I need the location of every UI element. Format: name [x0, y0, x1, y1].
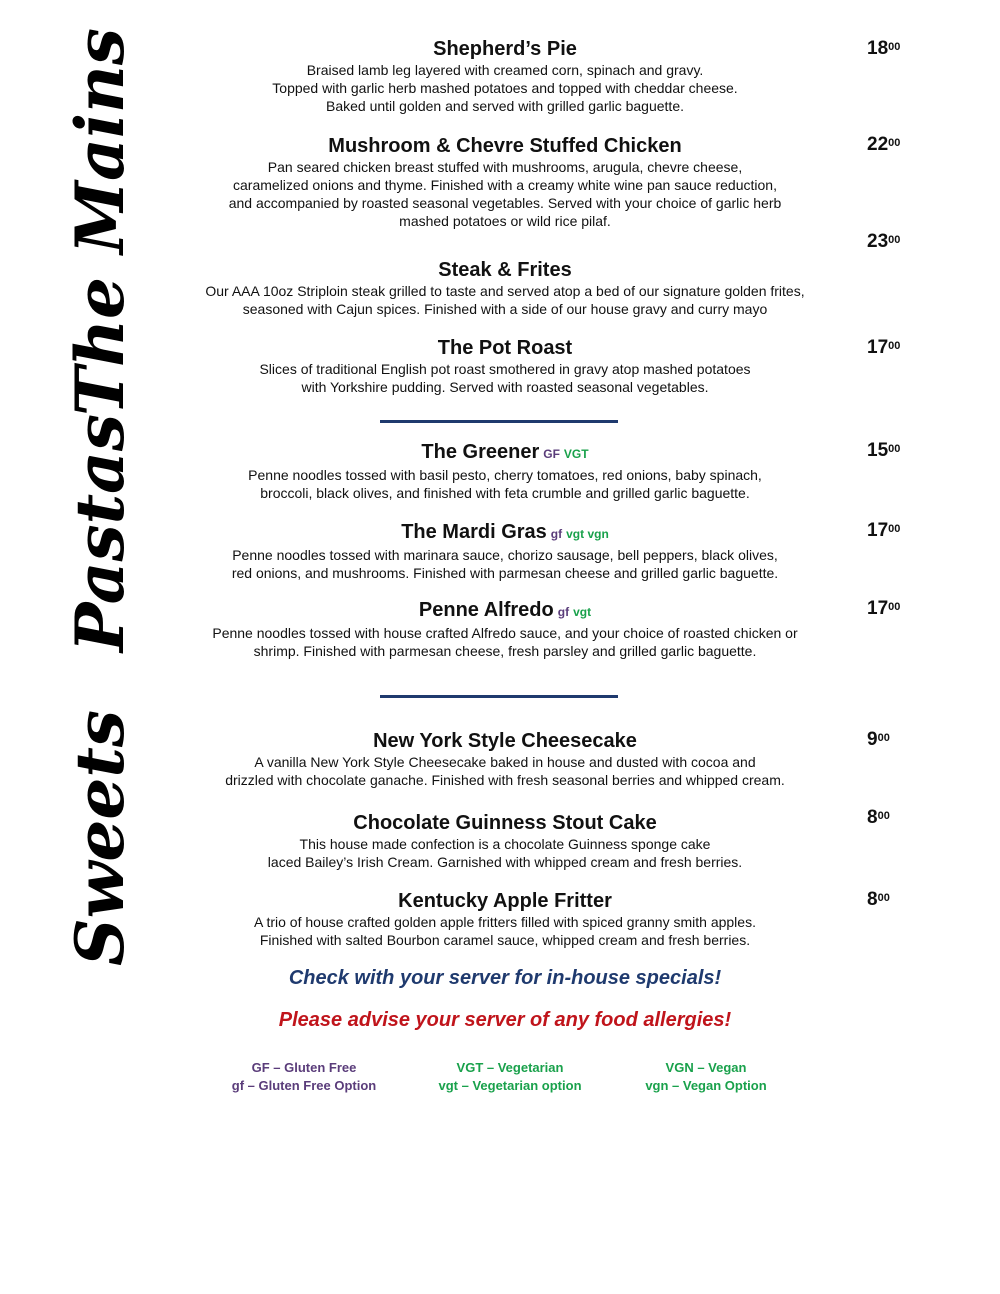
menu-item-stout-cake — [160, 811, 850, 871]
item-price — [867, 889, 890, 911]
legend-vegetarian — [410, 1059, 610, 1095]
description-line: Our AAA 10oz Striploin steak grilled to taste and served atop a bed of our signature golden frites, — [205, 283, 805, 299]
price-cents: 00 — [888, 443, 901, 455]
description-line: Slices of traditional English pot roast smothered in gravy atop mashed potatoes — [259, 361, 751, 377]
description-line: Penne noodles tossed with house crafted Alfredo sauce, and your choice of roasted chicken or — [212, 625, 798, 641]
price-dollars: 8 — [867, 889, 878, 910]
description-line: Pan seared chicken breast stuffed with mushrooms, arugula, chevre cheese, — [267, 159, 743, 175]
description-line: caramelized onions and thyme. Finished with a creamy white wine pan sauce reduction, — [233, 177, 777, 193]
item-price — [867, 807, 890, 829]
item-name: Chocolate Guinness Stout Cake — [353, 812, 657, 834]
description-line: Penne noodles tossed with basil pesto, cherry tomatoes, red onions, baby spinach, — [248, 467, 762, 483]
menu-item-pot-roast — [160, 336, 850, 396]
tag-vegetarian: VGT — [563, 447, 589, 461]
legend-line: VGN – Vegan — [665, 1060, 747, 1075]
section-divider — [380, 695, 618, 698]
price-dollars: 8 — [867, 807, 878, 828]
item-name: Shepherd’s Pie — [433, 38, 577, 60]
price-cents: 00 — [877, 810, 890, 822]
description-line: red onions, and mushrooms. Finished with parmesan cheese and grilled garlic baguette. — [231, 565, 779, 581]
item-price — [867, 38, 900, 60]
price-cents: 00 — [877, 732, 890, 744]
legend-line: vgn – Vegan Option — [645, 1078, 767, 1093]
item-description — [160, 466, 850, 502]
item-name: The Pot Roast — [437, 337, 573, 359]
menu-item-steak-frites — [160, 258, 850, 318]
section-label-pastas: Pastas — [61, 413, 139, 653]
price-dollars: 17 — [867, 598, 889, 619]
tag-gluten-free: GF — [543, 447, 560, 461]
description-line: laced Bailey’s Irish Cream. Garnished with whipped cream and fresh berries. — [267, 854, 743, 870]
item-description — [160, 753, 850, 789]
description-line: Penne noodles tossed with marinara sauce, chorizo sausage, bell peppers, black olives, — [232, 547, 778, 563]
item-name: New York Style Cheesecake — [373, 730, 637, 752]
tag-gluten-free: gf — [550, 527, 563, 541]
price-cents: 00 — [888, 41, 901, 53]
item-description — [160, 835, 850, 871]
price-cents: 00 — [888, 137, 901, 149]
price-dollars: 9 — [867, 729, 878, 750]
tag-vegetarian: vgt — [573, 605, 592, 619]
description-line: Finished with salted Bourbon caramel sauce, whipped cream and fresh berries. — [259, 932, 751, 948]
description-line: Topped with garlic herb mashed potatoes and topped with cheddar cheese. — [272, 80, 738, 96]
description-line: A trio of house crafted golden apple fritters filled with spiced granny smith apples. — [254, 914, 756, 930]
item-description — [160, 61, 850, 115]
section-divider — [380, 420, 618, 423]
menu-item-cheesecake — [160, 729, 850, 789]
item-price — [867, 440, 900, 462]
description-line: A vanilla New York Style Cheesecake baked in house and dusted with cocoa and — [254, 754, 756, 770]
item-name — [160, 520, 850, 546]
description-line: drizzled with chocolate ganache. Finished with fresh seasonal berries and whipped cream. — [225, 772, 785, 788]
legend-vegan — [606, 1059, 806, 1095]
specials-notice: Check with your server for in-house specials! — [288, 967, 722, 989]
item-description — [160, 158, 850, 230]
section-label-sweets: Sweets — [61, 709, 139, 967]
price-dollars: 17 — [867, 520, 889, 541]
legend-line: gf – Gluten Free Option — [231, 1078, 377, 1093]
item-price — [867, 337, 900, 359]
price-cents: 00 — [888, 601, 901, 613]
item-description — [160, 546, 850, 582]
legend-gluten-free — [204, 1059, 404, 1095]
price-dollars: 22 — [867, 134, 889, 155]
item-name-text: Penne Alfredo — [418, 599, 554, 621]
item-price — [867, 231, 900, 253]
item-description — [160, 360, 850, 396]
price-dollars: 18 — [867, 38, 889, 59]
menu-item-penne-alfredo — [160, 598, 850, 660]
menu-item-apple-fritter — [160, 889, 850, 949]
price-cents: 00 — [888, 523, 901, 535]
menu-item-shepherds-pie — [160, 37, 850, 115]
item-price — [867, 520, 900, 542]
item-name: Mushroom & Chevre Stuffed Chicken — [328, 135, 682, 157]
item-name-text: The Greener — [421, 441, 540, 463]
legend-line: VGT – Vegetarian — [456, 1060, 564, 1075]
description-line: with Yorkshire pudding. Served with roasted seasonal vegetables. — [301, 379, 709, 395]
description-line: This house made confection is a chocolate Guinness sponge cake — [299, 836, 711, 852]
menu-item-mardi-gras — [160, 520, 850, 582]
menu-item-the-greener — [160, 440, 850, 502]
description-line: seasoned with Cajun spices. Finished with a side of our house gravy and curry mayo — [242, 301, 768, 317]
description-line: Baked until golden and served with grilled garlic baguette. — [325, 98, 684, 114]
legend-line: vgt – Vegetarian option — [438, 1078, 582, 1093]
item-price — [867, 134, 900, 156]
item-name-text: The Mardi Gras — [401, 521, 547, 543]
description-line: and accompanied by roasted seasonal vegetables. Served with your choice of garlic herb — [228, 195, 782, 211]
price-cents: 00 — [888, 340, 901, 352]
section-label-mains: The Mains — [61, 27, 139, 417]
legend-line: GF – Gluten Free — [251, 1060, 357, 1075]
price-cents: 00 — [888, 234, 901, 246]
description-line: mashed potatoes or wild rice pilaf. — [399, 213, 611, 229]
item-name: Kentucky Apple Fritter — [398, 890, 612, 912]
tag-gluten-free: gf — [557, 605, 570, 619]
item-description — [160, 913, 850, 949]
price-dollars: 23 — [867, 231, 889, 252]
item-name — [160, 440, 850, 466]
description-line: broccoli, black olives, and finished with feta crumble and grilled garlic baguette. — [260, 485, 750, 501]
item-description — [160, 624, 850, 660]
description-line: shrimp. Finished with parmesan cheese, fresh parsley and grilled garlic baguette. — [253, 643, 757, 659]
price-cents: 00 — [877, 892, 890, 904]
item-price — [867, 729, 890, 751]
price-dollars: 15 — [867, 440, 889, 461]
allergy-notice: Please advise your server of any food allergies! — [278, 1009, 732, 1031]
item-description — [160, 282, 850, 318]
item-name — [160, 598, 850, 624]
menu-item-stuffed-chicken — [160, 134, 850, 230]
tag-vegetarian-vegan: vgt vgn — [566, 527, 609, 541]
price-dollars: 17 — [867, 337, 889, 358]
item-price — [867, 598, 900, 620]
item-name: Steak & Frites — [438, 259, 572, 281]
description-line: Braised lamb leg layered with creamed corn, spinach and gravy. — [306, 62, 704, 78]
